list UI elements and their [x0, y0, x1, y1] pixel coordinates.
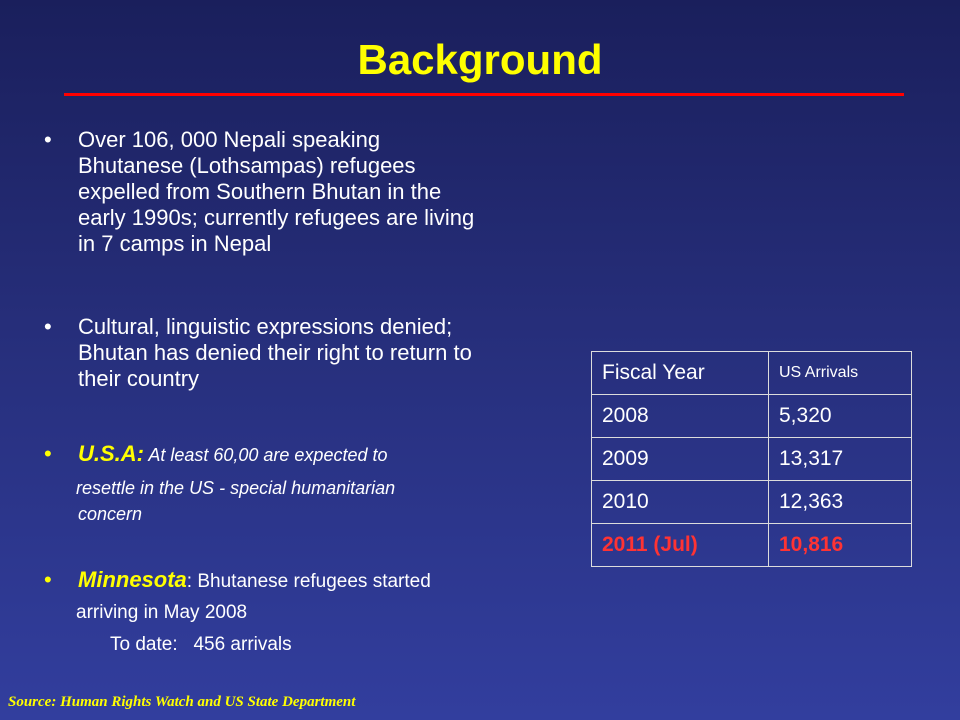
bullet-line: Cultural, linguistic expressions denied; — [78, 314, 453, 339]
minnesota-label: Minnesota — [78, 567, 187, 592]
source-citation: Source: Human Rights Watch and US State Department — [8, 694, 356, 710]
table-row — [592, 395, 912, 438]
bullet-line: their country — [78, 366, 200, 391]
bullet-icon: • — [44, 441, 52, 466]
slide-title: Background — [357, 36, 603, 83]
cell-arrivals: 5,320 — [769, 395, 912, 438]
header-us-arrivals: US Arrivals — [769, 352, 912, 395]
bullet-cultural — [78, 314, 568, 392]
bullet-line: expelled from Southern Bhutan in the — [78, 179, 442, 204]
minnesota-line-2: arriving in May 2008 — [76, 602, 248, 623]
bullet-icon: • — [44, 314, 52, 339]
bullet-line: early 1990s; currently refugees are living — [78, 205, 475, 230]
table-row — [592, 481, 912, 524]
cell-year: 2008 — [592, 395, 769, 438]
bullet-icon: • — [44, 127, 52, 152]
minnesota-line-3: To date: 456 arrivals — [110, 634, 292, 655]
bullet-line: Bhutan has denied their right to return to — [78, 340, 472, 365]
minnesota-text: : Bhutanese refugees started — [186, 571, 431, 592]
table-row — [592, 438, 912, 481]
header-fiscal-year: Fiscal Year — [592, 352, 769, 395]
bullet-minnesota — [78, 567, 568, 595]
cell-arrivals: 13,317 — [769, 438, 912, 481]
bullet-line: in 7 camps in Nepal — [78, 231, 272, 256]
bullet-usa — [78, 441, 568, 468]
table-header-row — [592, 352, 912, 395]
cell-arrivals: 10,816 — [769, 524, 912, 567]
cell-year: 2011 (Jul) — [592, 524, 769, 567]
usa-line-3: concern — [78, 504, 143, 524]
title-underline — [64, 93, 904, 96]
bullet-line: Bhutanese (Lothsampas) refugees — [78, 153, 416, 178]
table-row-highlight — [592, 524, 912, 567]
bullet-icon: • — [44, 567, 52, 592]
bullet-refugees — [78, 127, 568, 257]
bullet-line: Over 106, 000 Nepali speaking — [78, 127, 381, 152]
arrivals-table — [591, 351, 912, 567]
usa-label: U.S.A: — [78, 441, 144, 466]
usa-text: At least 60,00 are expected to — [144, 445, 388, 465]
cell-year: 2009 — [592, 438, 769, 481]
cell-arrivals: 12,363 — [769, 481, 912, 524]
cell-year: 2010 — [592, 481, 769, 524]
usa-line-2: resettle in the US - special humanitarian — [76, 478, 396, 498]
